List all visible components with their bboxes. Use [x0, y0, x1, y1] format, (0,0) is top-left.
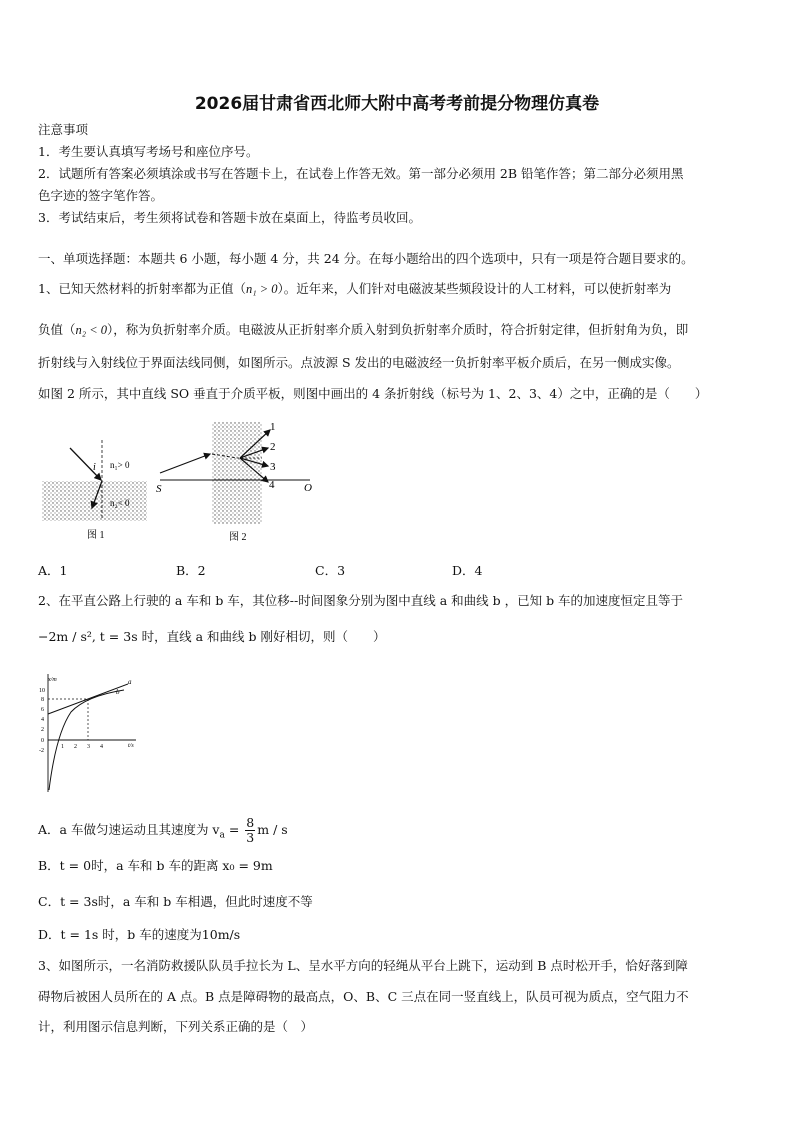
y-tick: 6	[41, 707, 44, 713]
q1-text: 1、已知天然材料的折射率都为正值（	[38, 281, 246, 296]
y-tick: 0	[41, 738, 44, 744]
figure-caption: 图 2	[229, 532, 247, 543]
x-tick: 2	[74, 744, 77, 750]
q1-text: ），称为负折射率介质。电磁波从正折射率介质入射到负折射率介质时，符合折射定律，但折射角为负，即	[107, 322, 689, 337]
q1-line	[38, 281, 671, 297]
denominator: 3	[246, 830, 255, 845]
q3-line: 碍物后被困人员所在的 A 点。B 点是障碍物的最高点，O、B、C 三点在同一竖直线上，队员可视为质点，空气阻力不	[38, 989, 689, 1004]
option-text: =	[224, 822, 244, 837]
q2-option-D: D．t = 1s 时，b 车的速度为10m/s	[38, 927, 241, 942]
source-label: S	[156, 483, 162, 495]
x-tick: 4	[100, 744, 103, 750]
numerator: 8	[246, 815, 255, 830]
q2-option-A	[38, 816, 288, 850]
figure-caption: 图 1	[87, 530, 105, 541]
option-B: B．2	[176, 563, 206, 578]
ray-label: 3	[270, 461, 276, 473]
q1-line: 如图 2 所示，其中直线 SO 垂直于介质平板，则图中画出的 4 条折射线（标号为 1、2、3、4）之中，正确的是（ ）	[38, 386, 708, 401]
x-tick: 3	[87, 744, 90, 750]
notice-item: 1．考生要认真填写考场号和座位序号。	[38, 144, 259, 159]
q2-line: −2m / s², t = 3s 时，直线 a 和曲线 b 刚好相切，则（ ）	[38, 629, 386, 644]
notice-item: 3．考试结束后，考生须将试卷和答题卡放在桌面上，待监考员收回。	[38, 210, 421, 225]
notice-heading: 注意事项	[38, 122, 89, 137]
y-tick: 10	[39, 688, 45, 694]
ray-label: 4	[269, 479, 275, 491]
q1-math: n₂ < 0	[75, 323, 108, 337]
y-tick: 2	[41, 727, 44, 733]
xt-graph	[36, 672, 144, 794]
incident-ray	[70, 448, 101, 480]
incident-ray	[160, 454, 210, 473]
q1-math: n₁ > 0	[245, 282, 278, 296]
q3-line: 计，利用图示信息判断，下列关系正确的是（ ）	[38, 1019, 314, 1034]
section-heading: 一、单项选择题：本题共 6 小题，每小题 4 分，共 24 分。在每小题给出的四个选项中，只有一项是符合题目要求的。	[38, 251, 694, 266]
series-label: a	[128, 678, 132, 686]
x-axis-label: t/s	[128, 743, 134, 749]
y-axis-label: x/m	[48, 677, 57, 683]
q2-line: 2、在平直公路上行驶的 a 车和 b 车，其位移--时间图象分别为图中直线 a 和曲线 b ，已知 b 车的加速度恒定且等于	[38, 593, 684, 608]
q1-line	[38, 322, 688, 338]
series-label: b	[116, 688, 120, 696]
x-tick: 1	[61, 744, 64, 750]
n2-label: n₂< 0	[110, 498, 130, 508]
q1-text: 负值（	[38, 322, 76, 337]
y-tick: 8	[41, 697, 44, 703]
q3-line: 3、如图所示，一名消防救援队队员手拉长为 L、呈水平方向的轻绳从平台上跳下，运动到 B 点时松开手，恰好落到障	[38, 958, 688, 973]
ray-label: 1	[270, 421, 276, 433]
option-label: A．	[38, 822, 60, 837]
n1-label: n₁> 0	[110, 460, 130, 470]
option-unit: m / s	[257, 822, 288, 837]
option-A: A．1	[38, 563, 68, 578]
q2-option-C: C．t = 3s时，a 车和 b 车相遇，但此时速度不等	[38, 894, 313, 909]
fraction	[245, 816, 255, 845]
angle-label: i	[93, 462, 96, 473]
y-tick: -2	[39, 748, 44, 754]
page-title: 2026届甘肃省西北师大附中高考考前提分物理仿真卷	[194, 94, 600, 114]
option-text: a 车做匀速运动且其速度为 v	[59, 822, 220, 837]
slab-medium	[212, 422, 262, 524]
option-D: D．4	[452, 563, 483, 578]
figure-2	[150, 418, 330, 545]
figure-1	[40, 438, 150, 543]
q2-option-B: B．t = 0时，a 车和 b 车的距离 x₀ = 9m	[38, 858, 273, 873]
q1-line: 折射线与入射线位于界面法线同侧，如图所示。点波源 S 发出的电磁波经一负折射率平板介质后，在另一侧成实像。	[38, 355, 680, 370]
point-O-label: O	[304, 482, 312, 494]
notice-item: 色字迹的签字笔作答。	[38, 188, 164, 203]
ray-label: 2	[270, 441, 276, 453]
notice-item: 2．试题所有答案必须填涂或书写在答题卡上，在试卷上作答无效。第一部分必须用 2B 铅笔作答；第二部分必须用黑	[38, 166, 684, 181]
option-C: C．3	[315, 563, 346, 578]
y-tick: 4	[41, 717, 44, 723]
q1-text: ）。近年来，人们针对电磁波某些频段设计的人工材料，可以使折射率为	[277, 281, 672, 296]
option-subscript: a	[219, 830, 225, 841]
